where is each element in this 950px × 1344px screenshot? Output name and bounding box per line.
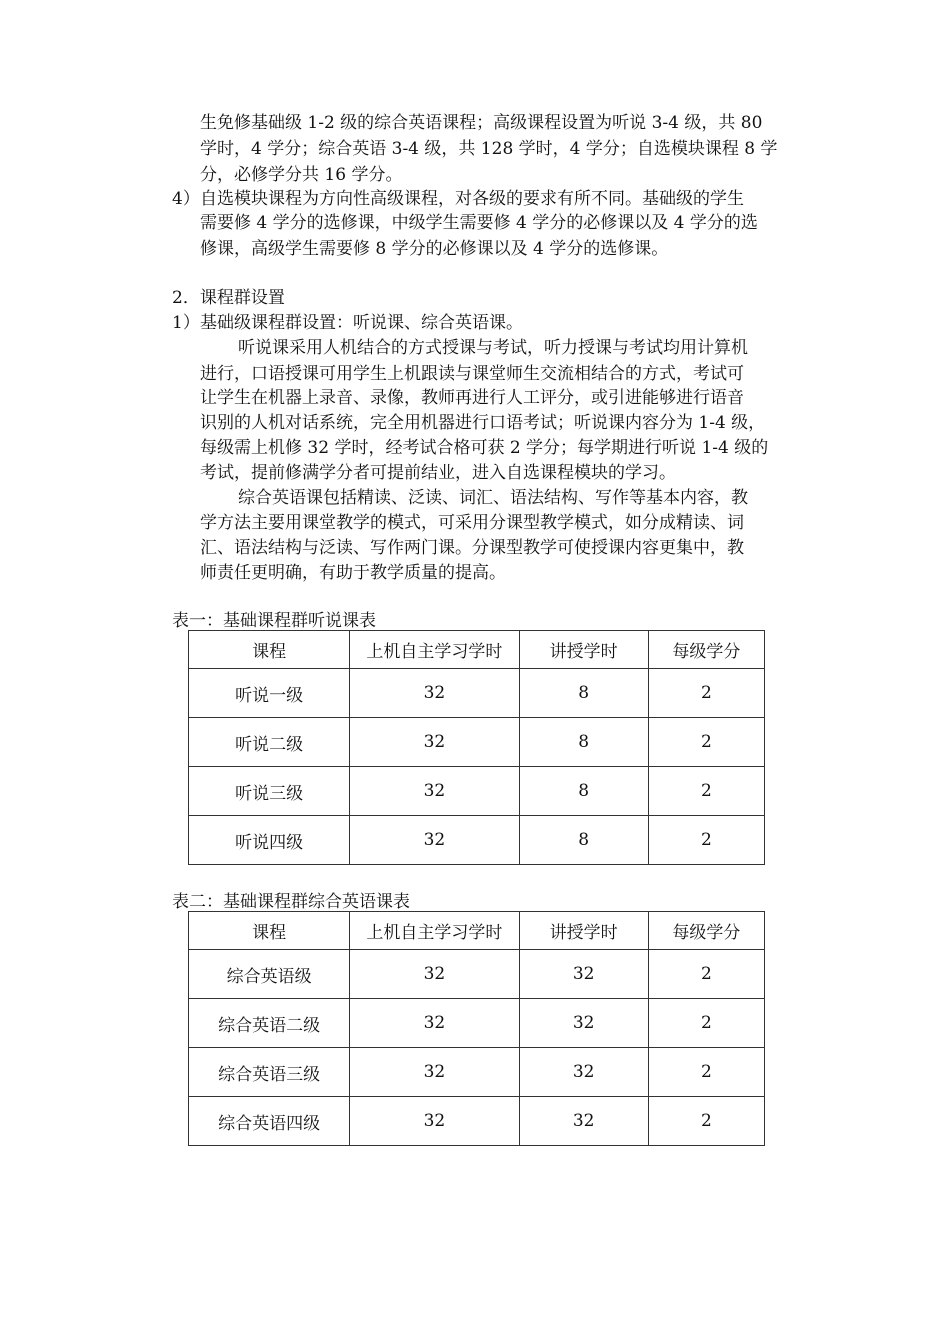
para2-line: 汇、语法结构与泛读、写作两门课。分课型教学可使授课内容更集中，教: [200, 538, 744, 558]
column-header: 每级学分: [648, 912, 764, 950]
intro-line: 学时，4 学分；综合英语 3-4 级，共 128 学时，4 学分；自选模块课程 8 学: [200, 139, 778, 159]
intro-line: 生免修基础级 1-2 级的综合英语课程；高级课程设置为听说 3-4 级，共 80: [200, 113, 763, 133]
table-cell: 2: [648, 950, 764, 999]
table-cell: 32: [350, 1048, 519, 1097]
list-marker: 4）: [172, 189, 200, 209]
table-cell: 8: [519, 816, 648, 865]
item4-line: 自选模块课程为方向性高级课程，对各级的要求有所不同。基础级的学生: [200, 189, 744, 209]
para1-line: 考试，提前修满学分者可提前结业，进入自选课程模块的学习。: [200, 463, 676, 483]
table-cell: 综合英语二级: [189, 999, 350, 1048]
table-cell: 32: [350, 816, 519, 865]
para1-line: 听说课采用人机结合的方式授课与考试，听力授课与考试均用计算机: [238, 338, 748, 358]
section-heading: 2．课程群设置: [172, 288, 285, 308]
table-row: [189, 999, 765, 1048]
para1-line: 让学生在机器上录音、录像，教师再进行人工评分，或引进能够进行语音: [200, 388, 744, 408]
table-row: [189, 767, 765, 816]
table-cell: 综合英语三级: [189, 1048, 350, 1097]
table-cell: 2: [648, 767, 764, 816]
para2-line: 师责任更明确，有助于教学质量的提高。: [200, 563, 506, 583]
table-cell: 32: [519, 1097, 648, 1146]
table-cell: 32: [519, 1048, 648, 1097]
table-cell: 32: [350, 669, 519, 718]
column-header: 每级学分: [648, 631, 764, 669]
column-header: 课程: [189, 912, 350, 950]
table2-caption: 表二：基础课程群综合英语课表: [172, 892, 410, 912]
para2-line: 综合英语课包括精读、泛读、词汇、语法结构、写作等基本内容，教: [238, 488, 748, 508]
table-row: [189, 669, 765, 718]
table-header-row: [189, 631, 765, 669]
table-row: [189, 1097, 765, 1146]
table-cell: 32: [350, 950, 519, 999]
column-header: 课程: [189, 631, 350, 669]
table-cell: 8: [519, 767, 648, 816]
table-cell: 32: [350, 767, 519, 816]
table-row: [189, 718, 765, 767]
item4-line: 需要修 4 学分的选修课，中级学生需要修 4 学分的必修课以及 4 学分的选: [200, 213, 758, 233]
para1-line: 每级需上机修 32 学时，经考试合格可获 2 学分；每学期进行听说 1-4 级的: [200, 438, 769, 458]
column-header: 上机自主学习学时: [350, 912, 519, 950]
column-header: 讲授学时: [519, 631, 648, 669]
table-cell: 听说二级: [189, 718, 350, 767]
para2-line: 学方法主要用课堂教学的模式，可采用分课型教学模式，如分成精读、词: [200, 513, 744, 533]
column-header: 上机自主学习学时: [350, 631, 519, 669]
list-marker: 1）: [172, 313, 200, 333]
para1-line: 识别的人机对话系统，完全用机器进行口语考试；听说课内容分为 1-4 级，: [200, 413, 766, 433]
table-cell: 32: [519, 950, 648, 999]
para1-line: 进行，口语授课可用学生上机跟读与课堂师生交流相结合的方式，考试可: [200, 364, 744, 384]
table-row: [189, 816, 765, 865]
table-cell: 2: [648, 1048, 764, 1097]
intro-line: 分，必修学分共 16 学分。: [200, 165, 403, 185]
table-row: [189, 1048, 765, 1097]
table-cell: 听说四级: [189, 816, 350, 865]
table2: [188, 911, 765, 1146]
table-cell: 32: [350, 718, 519, 767]
table-cell: 8: [519, 669, 648, 718]
table-cell: 32: [519, 999, 648, 1048]
table-cell: 综合英语四级: [189, 1097, 350, 1146]
item4-line: 修课，高级学生需要修 8 学分的必修课以及 4 学分的选修课。: [200, 239, 669, 259]
table-cell: 2: [648, 816, 764, 865]
table-cell: 2: [648, 1097, 764, 1146]
table-cell: 32: [350, 999, 519, 1048]
table-cell: 综合英语级: [189, 950, 350, 999]
table-cell: 32: [350, 1097, 519, 1146]
table-cell: 听说一级: [189, 669, 350, 718]
table1: [188, 630, 765, 865]
table-header-row: [189, 912, 765, 950]
item1-text: 基础级课程群设置：听说课、综合英语课。: [200, 313, 523, 333]
table1-caption: 表一：基础课程群听说课表: [172, 611, 376, 631]
column-header: 讲授学时: [519, 912, 648, 950]
table-cell: 2: [648, 999, 764, 1048]
table-cell: 2: [648, 669, 764, 718]
table-cell: 8: [519, 718, 648, 767]
table-cell: 听说三级: [189, 767, 350, 816]
table-row: [189, 950, 765, 999]
table-cell: 2: [648, 718, 764, 767]
